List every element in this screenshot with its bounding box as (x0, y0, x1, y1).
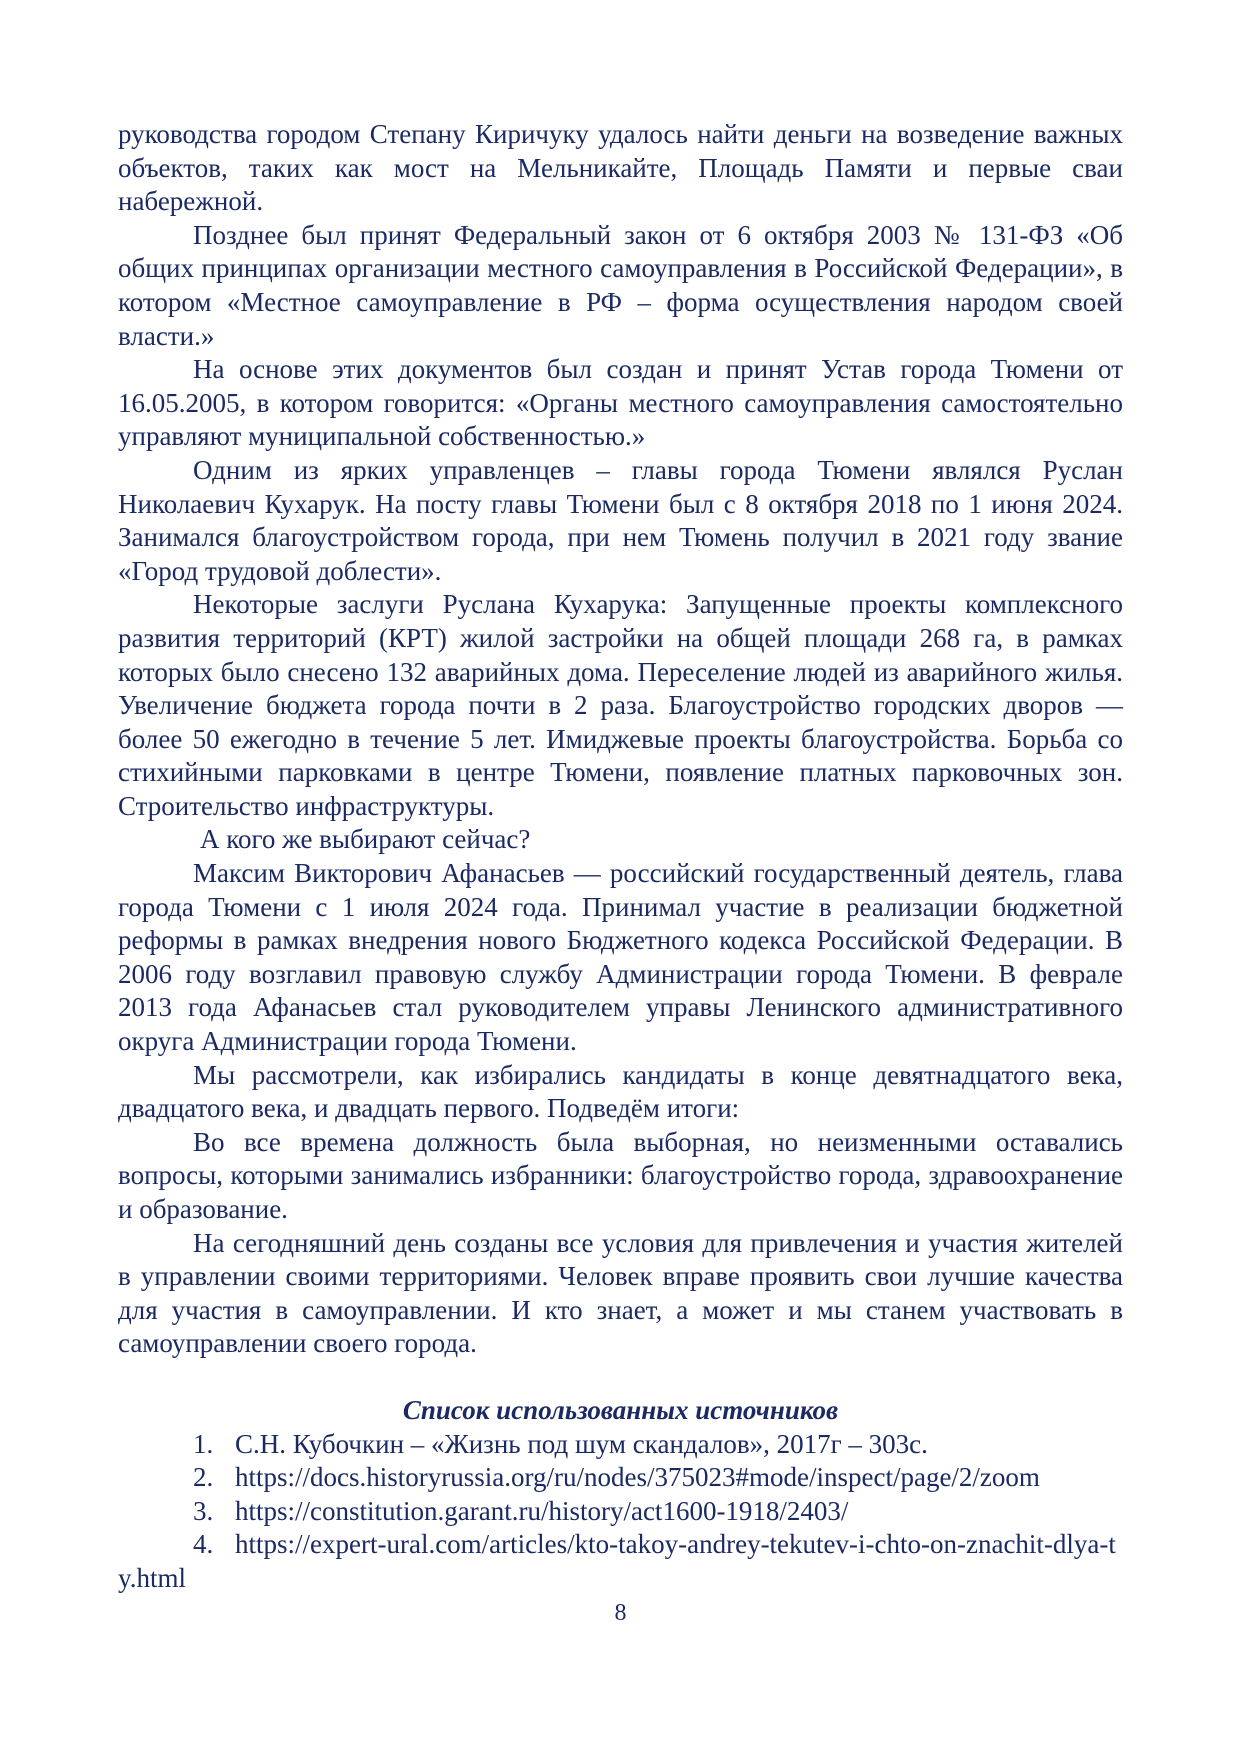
source-item (118, 1528, 1123, 1595)
paragraph-3: На основе этих документов был создан и принят Устав города Тюмени от 16.05.2005, в котором говорится: «Органы местного самоуправления самостоятельно управляют муниципальной собственностью.» (118, 354, 1123, 452)
source-link[interactable]: https://constitution.garant.ru/history/act1600-1918/2403/ (235, 1495, 849, 1526)
paragraph-1: руководства городом Степану Киричуку удалось найти деньги на возведение важных объектов, таких как мост на Мельникайте, Площадь Памяти и первые сваи набережной. (118, 119, 1123, 217)
source-text: С.Н. Кубочкин – «Жизнь под шум скандалов», 2017г – 303с. (235, 1428, 928, 1459)
source-number: 3. (193, 1495, 214, 1526)
page-content (118, 118, 1123, 1596)
sources-list (118, 1428, 1123, 1596)
paragraph-2: Позднее был принят Федеральный закон от 6 октября 2003 № 131-ФЗ «Об общих принципах организации местного самоуправления в Российской Федерации», в котором «Местное самоуправление в РФ – форма осуществления народом своей власти.» (118, 219, 1123, 351)
paragraph-question: А кого же выбирают сейчас? (200, 824, 531, 855)
page-number: 8 (614, 1600, 627, 1626)
source-link[interactable]: https://docs.historyrussia.org/ru/nodes/375023#mode/inspect/page/2/zoom (235, 1462, 1040, 1493)
paragraph-4: Одним из ярких управленцев – главы города Тюмени являлся Руслан Николаевич Кухарук. На посту главы Тюмени был с 8 октября 2018 по 1 июня 2024. Занимался благоустройством города, при нем Тюмень получил в 2021 году звание «Город трудовой доблести». (118, 454, 1123, 586)
sources-heading: Список использованных источников (402, 1394, 839, 1425)
source-item (118, 1461, 1123, 1495)
paragraph-10: На сегодняшний день созданы все условия для привлечения и участия жителей в управлении своими территориями. Человек вправе проявить свои лучшие качества для участия в самоуправлении. И кто знает, а может и мы станем участвовать в самоуправлении своего города. (118, 1227, 1123, 1359)
paragraph-5: Некоторые заслуги Руслана Кухарука: Запущенные проекты комплексного развития территорий (КРТ) жилой застройки на общей площади 268 га, в рамках которых было снесено 132 аварийных дома. Переселение людей из аварийного жилья. Увеличение бюджета города почти в 2 раза. Благоустройство городских дворов — более 50 ежегодно в течение 5 лет. Имиджевые проекты благоустройства. Борьба со стихийными парковками в центре Тюмени, появление платных парковочных зон. Строительство инфраструктуры. (118, 589, 1123, 821)
source-link[interactable]: https://expert-ural.com/articles/kto-takoy-andrey-tekutev-i-chto-on-znachit-dlya-ty.html (118, 1529, 1116, 1593)
paragraph-9: Во все времена должность была выборная, но неизменными оставались вопросы, которыми занимались избранники: благоустройство города, здравоохранение и образование. (118, 1126, 1123, 1224)
source-item (118, 1495, 1123, 1529)
source-item (118, 1428, 1123, 1462)
source-number: 4. (193, 1529, 214, 1560)
source-number: 1. (193, 1428, 214, 1459)
paragraph-8: Мы рассмотрели, как избирались кандидаты в конце девятнадцатого века, двадцатого века, и двадцать первого. Подведём итоги: (118, 1059, 1123, 1124)
source-number: 2. (193, 1462, 214, 1493)
paragraph-7: Максим Викторович Афанасьев — российский государственный деятель, глава города Тюмени с 1 июля 2024 года. Принимал участие в реализации бюджетной реформы в рамках внедрения нового Бюджетного кодекса Российской Федерации. В 2006 году возглавил правовую службу Администрации города Тюмени. В феврале 2013 года Афанасьев стал руководителем управы Ленинского административного округа Администрации города Тюмени. (118, 858, 1123, 1057)
